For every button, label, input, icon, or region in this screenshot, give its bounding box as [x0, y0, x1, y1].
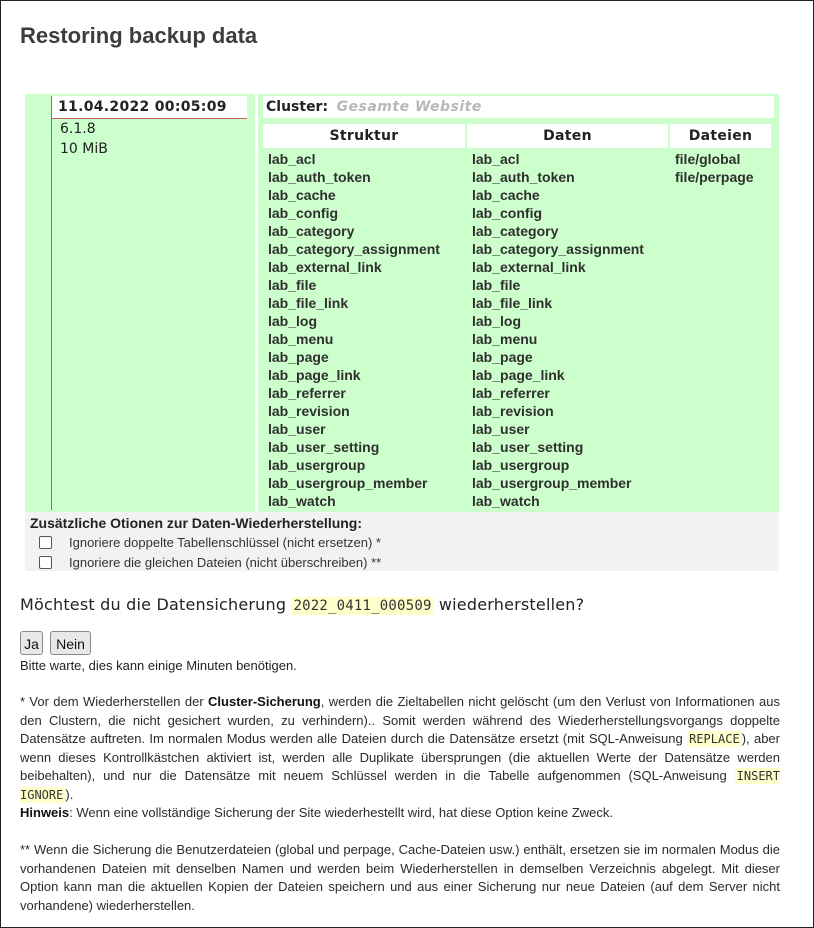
page-title: Restoring backup data [20, 23, 258, 48]
restore-options [25, 512, 779, 571]
daten-list [472, 150, 644, 510]
list-item: lab_page_link [268, 367, 361, 383]
list-item: lab_user_setting [472, 439, 584, 455]
hint-text: : Wenn eine vollständige Sicherung der Site wiederhestellt wird, hat diese Option keine Zweck. [69, 805, 614, 820]
list-item: lab_user [472, 421, 530, 437]
ignore-same-files-checkbox[interactable] [39, 556, 52, 569]
backup-panel [25, 94, 779, 512]
column-header-struktur: Struktur [263, 124, 465, 148]
cluster-bar [263, 96, 774, 118]
sql-replace-code: REPLACE [689, 732, 740, 746]
list-item: lab_user_setting [268, 439, 380, 455]
options-title: Zusätzliche Otionen zur Daten-Wiederherstellung: [30, 515, 363, 531]
option-label: Ignoriere die gleichen Dateien (nicht überschreiben) ** [69, 554, 382, 570]
list-item: lab_file_link [472, 295, 553, 311]
list-item: lab_user [268, 421, 326, 437]
list-item: lab_usergroup [472, 457, 570, 473]
note-bold: Cluster-Sicherung [208, 694, 321, 709]
wait-note: Bitte warte, dies kann einige Minuten benötigen. [20, 658, 297, 673]
no-button[interactable]: Nein [50, 631, 91, 655]
list-item: lab_auth_token [472, 169, 575, 185]
column-header-dateien: Dateien [670, 124, 771, 148]
list-item: lab_referrer [268, 385, 346, 401]
list-item: lab_external_link [472, 259, 586, 275]
note-text: ), aber wenn dieses Kontrollkästchen aktiviert ist, werden alle Duplikate übersprungen (die aktuellen Werte der Datensätze werden beibehalten), und nur die Datensätze mit neuem Schlüssel werden in die Tabelle aufgenommen (SQL-Anweisung [20, 731, 780, 783]
list-item: lab_menu [268, 331, 334, 347]
list-item: lab_watch [472, 493, 540, 509]
list-item: lab_revision [268, 403, 350, 419]
list-item: lab_acl [268, 151, 316, 167]
list-item: lab_revision [472, 403, 554, 419]
column-header-daten: Daten [467, 124, 668, 148]
list-item: lab_config [472, 205, 543, 221]
backup-id-code: 2022_0411_000509 [293, 598, 432, 614]
option-label: Ignoriere doppelte Tabellenschlüssel (nicht ersetzen) * [69, 534, 381, 550]
yes-button[interactable]: Ja [20, 631, 43, 655]
list-item: lab_usergroup_member [472, 475, 632, 491]
list-item: lab_cache [268, 187, 336, 203]
list-item: lab_menu [472, 331, 538, 347]
list-item: file/perpage [675, 169, 754, 185]
panel-separator [255, 94, 258, 512]
list-item: lab_file [472, 277, 521, 293]
sql-insert-ignore-code: INSERT IGNORE [20, 769, 780, 802]
note-text: , werden die Zieltabellen nicht gelöscht (um den Verlust von Informationen aus den Clustern, die nicht gesichert wurden, zu verhindern).. Somit werden während des Wiederherstellungsvorgangs doppelte Datensätze auftreten. Im normalen Modus werden alle Dateien durch die Datensätze ersetzt (mit SQL-Anweisung [20, 694, 780, 746]
backup-version: 6.1.8 [60, 121, 96, 137]
list-item: lab_file_link [268, 295, 349, 311]
note-text: * Vor dem Wiederherstellen der [20, 694, 209, 709]
list-item: lab_external_link [268, 259, 382, 275]
question-text: wiederherstellen? [433, 595, 585, 614]
list-item: lab_category [268, 223, 355, 239]
note-same-files: ** Wenn die Sicherung die Benutzerdateien (global und perpage, Cache-Dateien usw.) enthält, ersetzen sie im normalen Modus die vorhandenen Dateien mit denselben Namen und werden beim Wiederherstellen in demselben Verzeichnis abgelegt. Mit dieser Option kann man die aktuellen Kopien der Dateien speichern und aus einer Sicherung nur neue Dateien (auf dem Server nicht vorhandene) wiederherstellen. [20, 842, 780, 913]
list-item: lab_watch [268, 493, 336, 509]
question-text: Möchtest du die Datensicherung [20, 595, 292, 614]
hint-label: Hinweis [20, 805, 70, 820]
cluster-label: Cluster: [266, 99, 329, 115]
list-item: lab_log [268, 313, 318, 329]
restore-question [20, 593, 584, 618]
list-item: lab_page [268, 349, 329, 365]
note-text: ). [65, 786, 74, 802]
dateien-list [675, 150, 754, 186]
list-item: lab_acl [472, 151, 520, 167]
list-item: lab_usergroup [268, 457, 366, 473]
list-item: file/global [675, 151, 741, 167]
list-item: lab_cache [472, 187, 540, 203]
list-item: lab_category [472, 223, 559, 239]
backup-size: 10 MiB [60, 141, 108, 157]
option-ignore-duplicate-keys[interactable] [39, 533, 381, 551]
note-duplicate-keys [20, 693, 780, 823]
backup-date: 11.04.2022 00:05:09 [52, 96, 247, 119]
list-item: lab_referrer [472, 385, 550, 401]
list-item: lab_usergroup_member [268, 475, 428, 491]
backup-meta [51, 96, 247, 510]
option-ignore-same-files[interactable] [39, 553, 381, 571]
list-item: lab_category_assignment [268, 241, 440, 257]
list-item: lab_category_assignment [472, 241, 644, 257]
list-item: lab_auth_token [268, 169, 371, 185]
list-item: lab_config [268, 205, 339, 221]
list-item: lab_log [472, 313, 522, 329]
struktur-list [268, 150, 440, 510]
ignore-duplicate-keys-checkbox[interactable] [39, 536, 52, 549]
list-item: lab_file [268, 277, 317, 293]
cluster-value: Gesamte Website [336, 99, 482, 115]
list-item: lab_page_link [472, 367, 565, 383]
list-item: lab_page [472, 349, 533, 365]
